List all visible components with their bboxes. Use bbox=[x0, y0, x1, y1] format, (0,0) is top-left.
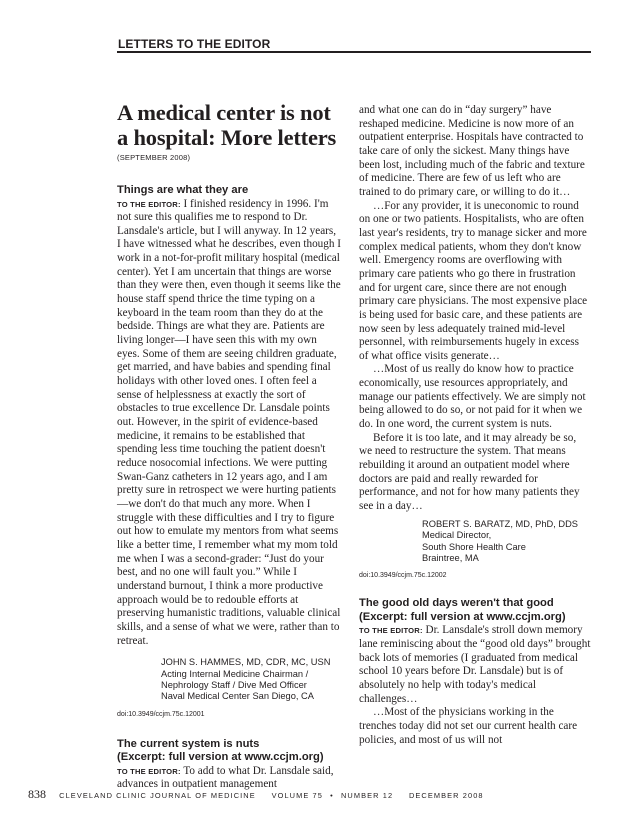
letter2-title-line2: (Excerpt: full version at www.ccjm.org) bbox=[117, 751, 324, 764]
letter1-paragraph: I finished residency in 1996. I'm not sure this qualifies me to respond to Dr. Lansdale's article, but I will anyway. In 12 years, I have witnessed what he describes, even though I work in a not-for-profit military hospital (medical center). Yet I am uncertain that things are worse than they were then, even though it seems like the house staff spend thrice the time typing on a keyboard in the team room than they do at the bedside. Things are what they are. Patients are living longer—I have seen this with my own eyes. Some of them are seeing children graduate, get married, and have babies and spending final holidays with other loved ones. I often feel a sense of helplessness at exactly the sort of obstacles to true excellence Dr. Lansdale points out. However, in the spirit of evidence-based medicine, it remains to be established that spending less time touching the patient doesn't reduce nosocomial infections. We were putting Swan-Ganz catheters in 12 years ago, and I am pretty sure in retrospect we were hurting patients—we don't do that much any more. When I struggle with these difficulties and I try to figure out how to emulate my mentors from what seems like a better time, I remember what my mom told me when I was a second-grader: “Just do your best, and no one will fault you.” While I understand burnout, I think a more productive approach would be to redouble efforts at preserving humanistic traditions, valuable clinical skills, and a sense of what we were, rather than to retreat. bbox=[117, 197, 341, 647]
letter3-title bbox=[359, 597, 591, 624]
to-the-editor-label: TO THE EDITOR: bbox=[359, 626, 423, 636]
letter2-signature-line: South Shore Health Care bbox=[422, 541, 526, 552]
letter1-signature-line: Naval Medical Center San Diego, CA bbox=[161, 691, 314, 702]
to-the-editor-label: TO THE EDITOR: bbox=[117, 766, 181, 776]
letter2-signature-name: ROBERT S. BARATZ, MD, PhD, DDS bbox=[422, 518, 579, 529]
to-the-editor-label: TO THE EDITOR: bbox=[117, 199, 181, 209]
letter1-body bbox=[117, 198, 342, 649]
letter3-paragraph: Dr. Lansdale's stroll down memory lane reminiscing about the “good old days” brought back lots of memories (I graduated from medical school 10 years before Dr. Lansdale) but is of absolutely no help with today's medical challenges… bbox=[359, 624, 591, 705]
letter3-title-line1: The good old days weren't that good bbox=[359, 597, 554, 610]
letter2-paragraph: …For any provider, it is uneconomic to round on one or two patients. Hospitalists, who are often last year's residents, try to manage sicker and more complex medical patients, whom they don't know well. Emergency rooms are overflowing with primary care patients who go there in frustration and for urgent care, since there are not enough primary care physicians. The most expensive place is being used for basic care, and these patients are now seen by less adequately trained mid-level personnel, with reimbursements hugely in excess of what office visits generate… bbox=[359, 199, 588, 362]
letter1-doi: doi:10.3949/ccjm.75c.12001 bbox=[117, 710, 205, 718]
journal-number: NUMBER 12 bbox=[340, 791, 394, 800]
letter2-title-line1: The current system is nuts bbox=[117, 737, 260, 750]
letter2-title bbox=[117, 738, 342, 765]
bullet-separator: • bbox=[330, 791, 334, 800]
letter2-signature-line: Medical Director, bbox=[422, 530, 492, 541]
section-header: LETTERS TO THE EDITOR bbox=[118, 37, 271, 51]
letter1-signature-line: Nephrology Staff / Dive Med Officer bbox=[161, 679, 307, 690]
page-footer bbox=[28, 787, 484, 802]
letter3-title-line2: (Excerpt: full version at www.ccjm.org) bbox=[359, 610, 566, 623]
letter2-paragraph: and what one can do in “day surgery” have reshaped medicine. Medicine is now more of an outpatient enterprise. Hospitals have contracted to take care of only the sickest. Many things have been lost, including much of the fabric and texture of medicine. There are few of us left who are trained to do primary care, or willing to do it… bbox=[359, 104, 585, 198]
right-column bbox=[359, 104, 591, 747]
article-date: (SEPTEMBER 2008) bbox=[117, 153, 191, 162]
letter2-signature-line: Braintree, MA bbox=[422, 552, 479, 563]
journal-date: DECEMBER 2008 bbox=[408, 791, 484, 800]
letter2-paragraph: …Most of us really do know how to practice economically, use resources appropriately, and manage our patients effectively. We are simply not being allowed to do so, or not paid for it when we do. In one word, the current system is nuts. bbox=[359, 363, 586, 431]
letter2-paragraph: Before it is too late, and it may already be so, we need to restructure the system. That means rebuilding it around an outpatient model where doctors are paid and really rewarded for performance, and not for how many patients they see in a day… bbox=[359, 431, 580, 513]
article-title-line1: A medical center is not bbox=[117, 100, 331, 125]
letter1-signature-name: JOHN S. HAMMES, MD, CDR, MC, USN bbox=[161, 657, 331, 668]
journal-volume: VOLUME 75 bbox=[271, 791, 323, 800]
letter3-paragraph: …Most of the physicians working in the trenches today did not set our current health care policies, and most of us will not bbox=[359, 706, 578, 746]
page-number: 838 bbox=[28, 787, 46, 801]
letter2-paragraph-start: To add to what Dr. Lansdale said, advances in outpatient management bbox=[117, 764, 334, 791]
letter1-signature bbox=[161, 657, 342, 703]
letter2-signature bbox=[422, 519, 591, 565]
article-title bbox=[117, 100, 342, 150]
letter2-doi: doi:10.3949/ccjm.75c.12002 bbox=[359, 572, 447, 580]
left-column bbox=[117, 100, 342, 792]
letter1-title: Things are what they are bbox=[117, 184, 249, 196]
header-rule bbox=[117, 51, 591, 53]
letter3-body bbox=[359, 624, 591, 706]
letter1-signature-line: Acting Internal Medicine Chairman / bbox=[161, 668, 309, 679]
journal-name: CLEVELAND CLINIC JOURNAL OF MEDICINE bbox=[59, 791, 256, 800]
article-title-line2: a hospital: More letters bbox=[117, 125, 337, 150]
